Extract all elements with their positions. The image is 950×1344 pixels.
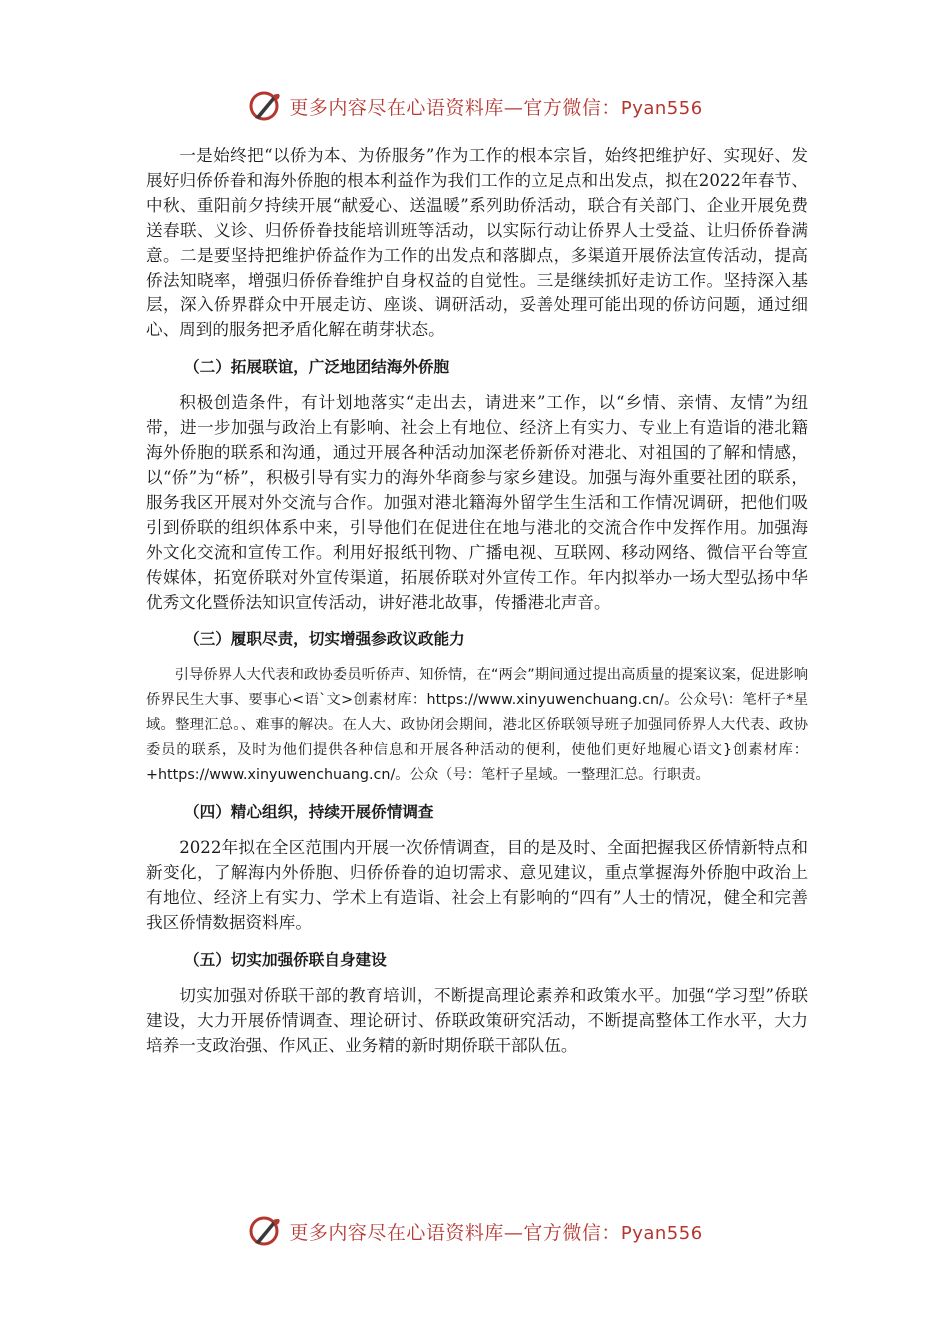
footer-banner bbox=[0, 1211, 950, 1251]
header-banner bbox=[0, 86, 950, 126]
paragraph-intro: 一是始终把“以侨为本、为侨服务”作为工作的根本宗旨，始终把维护好、实现好、发展好归侨侨眷和海外侨胞的根本利益作为我们工作的立足点和出发点，拟在2022年春节、中秋、重阳前夕持续开展“献爱心、送温暖”系列助侨活动，联合有关部门、企业开展免费送春联、义诊、归侨侨眷技能培训班等活动，以实际行动让侨界人士受益、让归侨侨眷满意。二是要坚持把维护侨益作为工作的出发点和落脚点，多渠道开展侨法宣传活动，提高侨法知晓率，增强归侨侨眷维护自身权益的自觉性。三是继续抓好走访工作。坚持深入基层，深入侨界群众中开展走访、座谈、调研活动，妥善处理可能出现的侨访问题，通过细心、周到的服务把矛盾化解在萌芽状态。 bbox=[146, 146, 808, 340]
banner-text: 更多内容尽在心语资料库—官方微信：Pyan556 bbox=[289, 1221, 703, 1244]
paragraph-4: 2022年拟在全区范围内开展一次侨情调查，目的是及时、全面把握我区侨情新特点和新变化，了解海内外侨胞、归侨侨眷的迫切需求、意见建议，重点掌握海外侨胞中政治上有地位、经济上有实力、学术上有造诣、社会上有影响的“四有”人士的情况，健全和完善我区侨情数据资料库。 bbox=[146, 838, 808, 933]
paragraph-3: 引导侨界人大代表和政协委员听侨声、知侨情，在“两会”期间通过提出高质量的提案议案，促进影响侨界民生大事、要事心<语`文>创素材库：https://www.xinyuwenchuang.cn/。公众号\：笔杆子*星域。整理汇总。、难事的解决。在人大、政协闭会期间，港北区侨联领导班子加强同侨界人大代表、政协委员的联系，及时为他们提供各种信息和开展各种活动的便利，使他们更好地履心语文}创素材库：+https://www.xinyuwenchuang.cn/。公众（号：笔杆子星域。一整理汇总。行职责。 bbox=[146, 667, 808, 784]
section-heading-4: （四）精心组织，持续开展侨情调查 bbox=[184, 803, 434, 822]
quill-pen-logo-icon bbox=[247, 88, 283, 124]
paragraph-5: 切实加强对侨联干部的教育培训，不断提高理论素养和政策水平。加强“学习型”侨联建设，大力开展侨情调查、理论研讨、侨联政策研究活动，不断提高整体工作水平，大力培养一支政治强、作风正、业务精的新时期侨联干部队伍。 bbox=[146, 986, 808, 1055]
paragraph-2: 积极创造条件，有计划地落实“走出去，请进来”工作，以“乡情、亲情、友情”为纽带，进一步加强与政治上有影响、社会上有地位、经济上有实力、专业上有造诣的港北籍海外侨胞的联系和沟通，通过开展各种活动加深老侨新侨对港北、对祖国的了解和情感，以“侨”为“桥”，积极引导有实力的海外华商参与家乡建设。加强与海外重要社团的联系，服务我区开展对外交流与合作。加强对港北籍海外留学生生活和工作情况调研，把他们吸引到侨联的组织体系中来，引导他们在促进住在地与港北的交流合作中发挥作用。加强海外文化交流和宣传工作。利用好报纸刊物、广播电视、互联网、移动网络、微信平台等宣传媒体，拓宽侨联对外宣传渠道，拓展侨联对外宣传工作。年内拟举办一场大型弘扬中华优秀文化暨侨法知识宣传活动，讲好港北故事，传播港北声音。 bbox=[146, 393, 808, 612]
document-body bbox=[146, 144, 808, 1059]
banner-text: 更多内容尽在心语资料库—官方微信：Pyan556 bbox=[289, 96, 703, 119]
section-heading-3: （三）履职尽责，切实增强参政议政能力 bbox=[184, 630, 465, 649]
section-heading-5: （五）切实加强侨联自身建设 bbox=[184, 951, 387, 970]
section-heading-2: （二）拓展联谊，广泛地团结海外侨胞 bbox=[184, 358, 450, 377]
quill-pen-logo-icon bbox=[247, 1213, 283, 1249]
